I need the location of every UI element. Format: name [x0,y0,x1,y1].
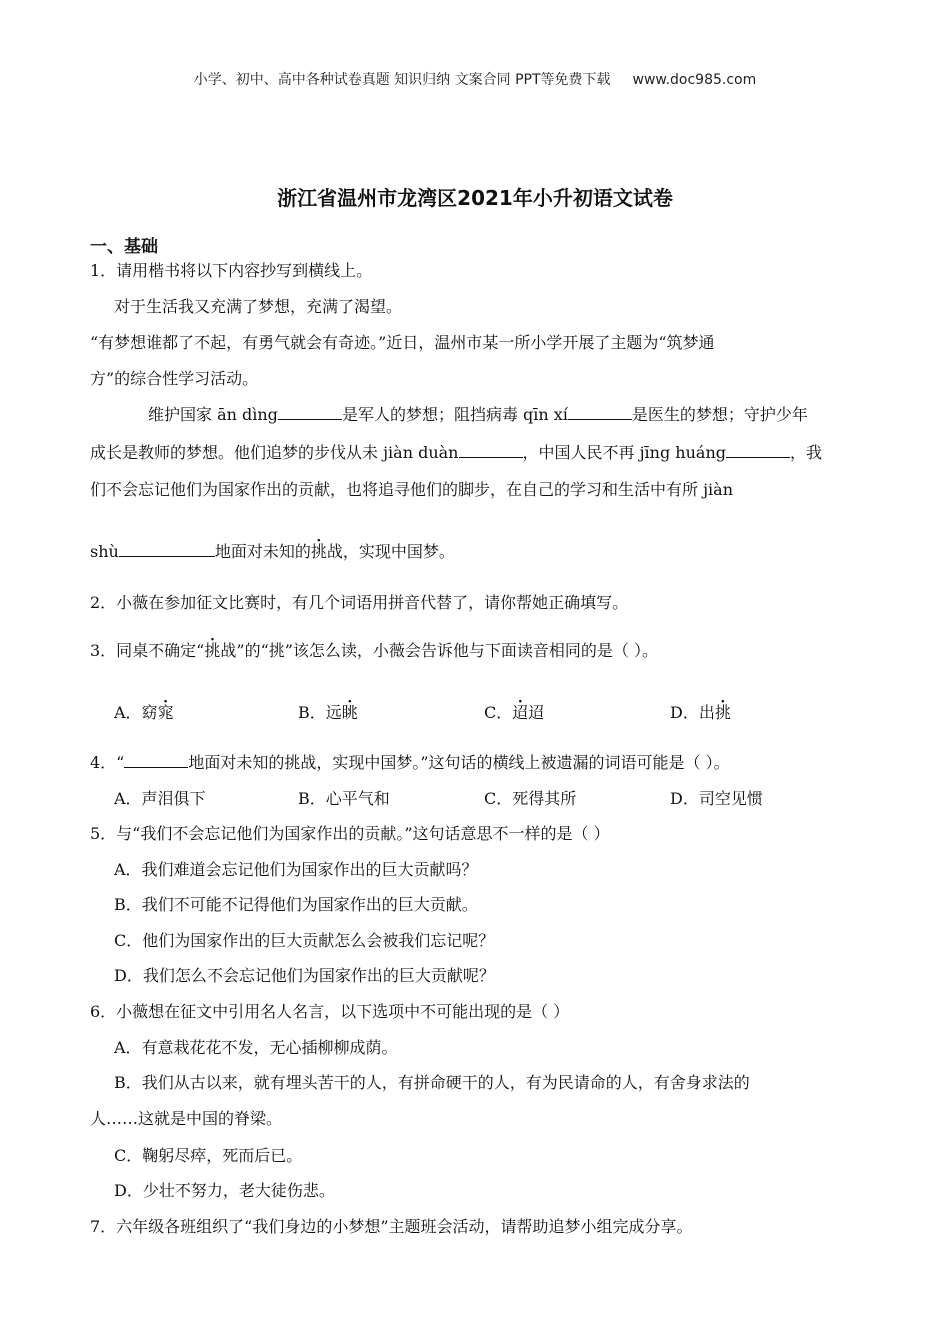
question-1-copy-text: 对于生活我又充满了梦想，充满了渴望。 [114,297,403,316]
question-5-prompt: 5．与“我们不会忘记他们为国家作出的贡献。”这句话意思不一样的是（ ） [90,824,610,843]
question-5-option-a[interactable]: A．我们难道会忘记他们为国家作出的巨大贡献吗？ [114,860,478,879]
header-text: 小学、初中、高中各种试卷真题 知识归纳 文案合同 PPT等免费下载 [193,72,611,88]
question-3-prompt [90,638,658,661]
answer-blank-jing-huang[interactable] [726,440,790,458]
question-6-option-c[interactable]: C．鞠躬尽瘁，死而后已。 [114,1146,303,1165]
question-1-passage-line-3: 们不会忘记他们为国家作出的贡献，也将追寻他们的脚步，在自己的学习和生活中有所 jiàn [90,480,734,499]
passage-text: 维护国家 ān dìng [148,405,278,424]
passage-text: ，中国人民不再 jīng huáng [522,443,726,462]
passage-text: 地面对未知的 [214,542,311,561]
question-3-option-d[interactable] [670,700,731,723]
question-4-prompt [90,750,730,773]
answer-blank[interactable] [124,750,188,768]
option-label: A． [114,703,142,722]
question-3-option-b[interactable] [298,700,358,723]
dotted-character: 挑 [714,703,731,722]
option-text: 窈 [141,703,158,722]
option-text: 出 [698,703,715,722]
answer-blank-jian-duan[interactable] [459,440,523,458]
question-1-passage-line-2 [90,440,822,463]
option-text: 远 [325,703,342,722]
question-1-passage-line-1 [148,402,808,425]
dotted-character: 迢 [512,703,529,722]
question-6-option-a[interactable]: A．有意栽花花不发，无心插柳柳成荫。 [114,1038,398,1057]
option-label: B． [298,703,326,722]
option-text: 迢 [528,703,545,722]
question-5-option-b[interactable]: B．我们不可能不记得他们为国家作出的巨大贡献。 [114,895,478,914]
question-1-prompt: 1．请用楷书将以下内容抄写到横线上。 [90,261,373,280]
page-title: 浙江省温州市龙湾区2021年小升初语文试卷 [277,186,673,210]
question-6-option-b[interactable]: B．我们从古以来，就有埋头苦干的人，有拼命硬干的人，有为民请命的人，有舍身求法的 [114,1073,750,1092]
prompt-text: 3．同桌不确定“ [90,641,205,660]
passage-text: 成长是教师的梦想。他们追梦的步伐从未 jiàn duàn [90,443,459,462]
question-4-option-c[interactable]: C．死得其所 [484,789,577,808]
page-header [0,69,950,89]
answer-blank-jian-shu[interactable] [119,539,215,557]
passage-text: 战，实现中国梦。 [326,542,455,561]
passage-text: ，我 [790,443,823,462]
question-4-option-a[interactable]: A．声泪俱下 [114,789,206,808]
question-4-option-b[interactable]: B．心平气和 [298,789,390,808]
question-6-prompt: 6．小薇想在征文中引用名人名言，以下选项中不可能出现的是（ ） [90,1002,570,1021]
option-label: C． [484,703,513,722]
passage-text: 是军人的梦想；阻挡病毒 qīn xí [341,405,568,424]
question-7-prompt: 7．六年级各班组织了“我们身边的小梦想”主题班会活动，请帮助追梦小组完成分享。 [90,1217,693,1236]
prompt-text: 4．“ [90,753,125,772]
question-3-option-c[interactable] [484,700,544,723]
prompt-text: 战”的“挑”该怎么读，小薇会告诉他与下面读音相同的是（ ）。 [220,641,659,660]
question-4-option-d[interactable]: D．司空见惯 [670,789,763,808]
question-2-prompt: 2．小薇在参加征文比赛时，有几个词语用拼音代替了，请你帮她正确填写。 [90,593,629,612]
question-6-option-b-continued: 人……这就是中国的脊梁。 [90,1109,283,1128]
question-6-option-d[interactable]: D．少壮不努力，老大徒伤悲。 [114,1181,335,1200]
question-1-intro-line-2: 方”的综合性学习活动。 [90,369,259,388]
header-site-link[interactable]: www.doc985.com [632,72,757,88]
question-5-option-d[interactable]: D．我们怎么不会忘记他们为国家作出的巨大贡献呢？ [114,966,495,985]
question-3-option-a[interactable] [114,700,174,723]
dotted-character: 挑 [310,542,327,561]
question-5-option-c[interactable]: C．他们为国家作出的巨大贡献怎么会被我们忘记呢？ [114,931,495,950]
option-label: D． [670,703,699,722]
dotted-character: 窕 [157,703,174,722]
prompt-text: 地面对未知的挑战，实现中国梦。”这句话的横线上被遗漏的词语可能是（ ）。 [188,753,730,772]
section-heading: 一、基础 [90,237,158,257]
answer-blank-qin-xi[interactable] [568,402,632,420]
dotted-character: 挑 [204,641,221,660]
dotted-character: 眺 [341,703,358,722]
question-1-passage-line-4 [90,539,455,562]
passage-text: 是医生的梦想；守护少年 [631,405,808,424]
passage-text: shù [90,542,119,561]
answer-blank-an-ding[interactable] [278,402,342,420]
question-1-intro-line-1: “有梦想谁都了不起，有勇气就会有奇迹。”近日，温州市某一所小学开展了主题为“筑梦通 [90,333,715,352]
